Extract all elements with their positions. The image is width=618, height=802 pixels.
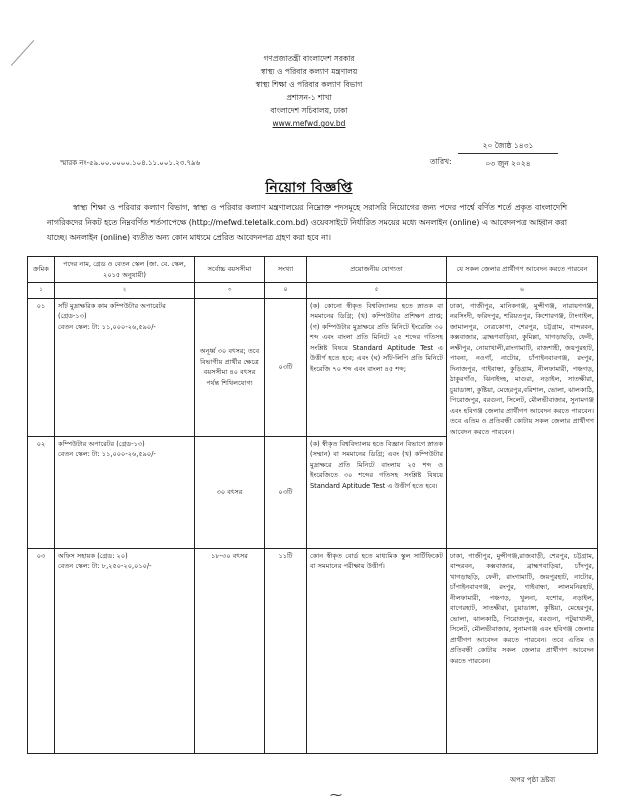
col-number: ৫ <box>307 283 447 299</box>
signature-mark: ⁓ <box>330 788 342 802</box>
row-pay-scale: বেতন স্কেল: টা: ১১,০০০-২৬,৫৯০/- <box>58 450 156 458</box>
date-english: ০৩ জুন ২০২৪ <box>485 159 531 168</box>
districts-row-3: ঢাকা, গাজীপুর, মুন্সীগঞ্জ,রাজবাড়ী, শেরপুর, চট্টগ্রাম, বান্দরবন, কক্সবাজার, ব্রাহ্মণবাড়িয়া, চাঁদপুর, খাগড়াছড়ি, ফেনী, রাংগামাটি, জয়পুরহাট, নাটোর, চাঁপাইনবাবগঞ্জ, রংপুর, গাইবান্ধা, লালমনিরহাট, নীলফামারী, পঞ্চগড়, খুলনা, যশোর, নড়াইল, বাগেরহাট, সাতক্ষীরা, চুয়াডাঙ্গা, কুষ্টিয়া, মেহেরপুর, ভোলা, ঝালকাঠি, পিরোজপুর, বরগুনা, পটুয়াখালী, সিলেট, মৌলভীবাজার, সুনামগঞ্জ এবং হবিগঞ্জ জেলার প্রার্থীগণ আবেদন করতে পারবেন। তবে এতিম ও প্রতিবন্ধী কোটায় সকল জেলার প্রার্থীগণ আবেদন করতে পারবেন। <box>447 548 598 753</box>
row-post-name: সাঁট মুদ্রাক্ষরিক কাম কম্পিউটার অপারেটর (গ্রেড-১৩) <box>58 301 166 320</box>
col-number: ৬ <box>447 283 598 299</box>
row-qualification: কোন স্বীকৃত বোর্ড হতে মাধ্যমিক স্কুল সার্টিফিকেট বা সমমানের পরীক্ষায় উত্তীর্ণ। <box>307 548 447 753</box>
row-pay-scale: বেতন স্কেল: টা: ৮,২৫০-২০,০১০/- <box>58 562 152 570</box>
column-number-row <box>28 283 598 299</box>
ministry-name: স্বাস্থ্য ও পরিবার কল্যাণ মন্ত্রণালয় <box>260 67 358 76</box>
col-number: ৪ <box>265 283 307 299</box>
row-count: ০৩টি <box>265 436 307 548</box>
districts-rows-1-2: ঢাকা, গাজীপুর, মানিকগঞ্জ, মুন্সীগঞ্জ, নারায়ণগঞ্জ, নরসিংদী, ফরিদপুর, শরিয়তপুর, কিশোরগঞ্জ, টাংগাইল, জামালপুর, নেত্রকোণা, শেরপুর, চট্টগ্রাম, বান্দরবন, কক্সবাজার, ব্রাহ্মণবাড়িয়া, কুমিল্লা, খাগড়াছড়ি, ফেনী, লক্ষীপুর, নোয়াখালী,রাংগামাটি, রাজশাহী, জয়পুরহাট, পাবনা, নওগাঁ, নাটোর, চাঁপাইনবাবগঞ্জ, রংপুর, দিনাজপুর, গাইবান্ধা, কুড়িগ্রাম, নীলফামারী, পঞ্চগড়, ঠাকুরগাঁও, ঝিনাইদহ, মাগুরা, নড়াইল, সাতক্ষীরা, চুয়াডাঙ্গা, কুষ্টিয়া, মেহেরপুর,বরিশাল, ভোলা, ঝালকাঠি, পিরোজপুর, বরগুনা, সিলেট, মৌলভীবাজার, সুনামগঞ্জ এবং হবিগঞ্জ জেলার প্রার্থীগণ আবেদন করতে পারবেন। তবে এতিম ও প্রতিবন্ধী কোটায় সকল জেলার প্রার্থীগণ আবেদন করতে পারবেন। <box>447 298 598 548</box>
row-post-cell <box>55 436 195 548</box>
section-name: প্রশাসন-১ শাখা <box>286 93 332 102</box>
row-post-name: অফিস সহায়ক (গ্রেড: ২০) <box>58 551 128 560</box>
memo-number: স্মারক নং-৫৯.০০.০০০০.১০৪.১১.০০১.২৩.৭৯৬ <box>60 159 201 167</box>
govt-name: গণপ্রজাতন্ত্রী বাংলাদেশ সরকার <box>263 54 355 63</box>
table-header-row <box>28 257 598 283</box>
table-row <box>28 298 598 436</box>
header-serial: ক্রমিক <box>28 257 55 283</box>
table-row <box>28 548 598 753</box>
row-post-cell <box>55 298 195 436</box>
row-serial: ০২ <box>28 436 55 548</box>
col-number: ১ <box>28 283 55 299</box>
row-serial: ০৩ <box>28 548 55 753</box>
header-post: পদের নাম, গ্রেড ও বেতন স্কেল (জা. বে. স্কেল, ২০১৫ অনুযায়ী) <box>55 257 195 283</box>
intro-paragraph: স্বাস্থ্য শিক্ষা ও পরিবার কল্যাণ বিভাগ, স্বাস্থ্য ও পরিবার কল্যাণ মন্ত্রণালয়ের নিম্নোক্ত পদসমূহে সরাসরি নিয়োগের জন্য পদের পার্শ্বে বর্ণিত শর্তে প্রকৃত বাংলাদেশি নাগরিকদের নিকট হতে নিম্নবর্ণিত শর্তসাপেক্ষে (http://mefwd.teletalk.com.bd) ওয়েবসাইটে নির্ধারিত সময়ের মধ্যে অনলাইন (online) এ আবেদনপত্র আহ্বান করা যাচ্ছে। অনলাইন (online) ব্যতীত অন্য কোন মাধ্যমে প্রেরিত আবেদনপত্র গ্রহণ করা হবে না। <box>47 203 567 242</box>
header-age: সর্বোচ্চ বয়সসীমা <box>195 257 265 283</box>
vacancy-table <box>27 256 598 754</box>
row-count: ০৩টি <box>265 298 307 436</box>
col-number: ২ <box>55 283 195 299</box>
date-label: তারিখ: <box>430 157 452 166</box>
office-location: বাংলাদেশ সচিবালয়, ঢাকা <box>270 106 348 115</box>
notice-title-wrap <box>0 176 618 200</box>
col-number: ৩ <box>195 283 265 299</box>
row-age: ৩০ বৎসর <box>195 436 265 548</box>
website-link[interactable]: www.mefwd.gov.bd <box>272 119 346 128</box>
header-count: সংখ্যা <box>265 257 307 283</box>
see-overleaf-note: অপর পৃষ্ঠা দ্রষ্টব্য <box>510 776 556 784</box>
date-block <box>458 140 558 170</box>
row-qualification: (ক) স্বীকৃত বিশ্ববিদ্যালয় হতে বিজ্ঞান বিভাগে স্নাতক (সম্মান) বা সমমানের ডিগ্রি; এবং (খ) কম্পিউটার মুদ্রাক্ষরে প্রতি মিনিটে বাংলায় ২৫ শব্দ ও ইংরেজিতে ৩০ শব্দের গতিসহ সংশ্লিষ্ট বিষয়ে Standard Aptitude Test এ উত্তীর্ণ হতে হবে। <box>307 436 447 548</box>
row-serial: ০১ <box>28 298 55 436</box>
intro-paragraph-wrap <box>47 200 567 245</box>
row-count: ১১টি <box>265 548 307 753</box>
row-post-name: কম্পিউটার অপারেটর (গ্রেড-১৩) <box>58 439 145 448</box>
header-qualification: প্রয়োজনীয় যোগ্যতা <box>307 257 447 283</box>
notice-title: নিয়োগ বিজ্ঞপ্তি <box>265 180 353 196</box>
letterhead <box>0 52 618 130</box>
date-bangla: ২০ জ্যৈষ্ঠ ১৪৩১ <box>458 140 558 154</box>
header-districts: যে সকল জেলার প্রার্থীগণ আবেদন করতে পারবেন <box>447 257 598 283</box>
row-age: অনূর্ধ্ব ৩০ বৎসর; তবে বিভাগীয় প্রার্থীর ক্ষেত্রে বয়সসীমা ৪০ বৎসর পর্যন্ত শিথিলযোগ্য <box>195 298 265 436</box>
row-age: ১৮-৩০ বৎসর <box>195 548 265 753</box>
row-post-cell <box>55 548 195 753</box>
row-pay-scale: বেতন স্কেল: টা: ১১,০০০-২৬,৫৯০/- <box>58 322 156 331</box>
division-name: স্বাস্থ্য শিক্ষা ও পরিবার কল্যাণ বিভাগ <box>255 80 363 89</box>
row-qualification: (ক) কোনো স্বীকৃত বিশ্ববিদ্যালয় হতে স্নাতক বা সমমানের ডিগ্রি; (খ) কম্পিউটার প্রশিক্ষণ প্রাপ্ত; (গ) কম্পিউটার মুদ্রাক্ষরে প্রতি মিনিটে ইংরেজি ৩০ শব্দ এবং বাংলা প্রতি মিনিটে ২৫ শব্দের গতিসহ সংশ্লিষ্ট বিষয়ে Standard Aptitude Test এ উত্তীর্ণ হতে হবে; এবং (ঘ) সাঁট-লিপি প্রতি মিনিটে ইংরেজি ৭০ শব্দ এবং বাংলা ৪৫ শব্দ; <box>307 298 447 436</box>
